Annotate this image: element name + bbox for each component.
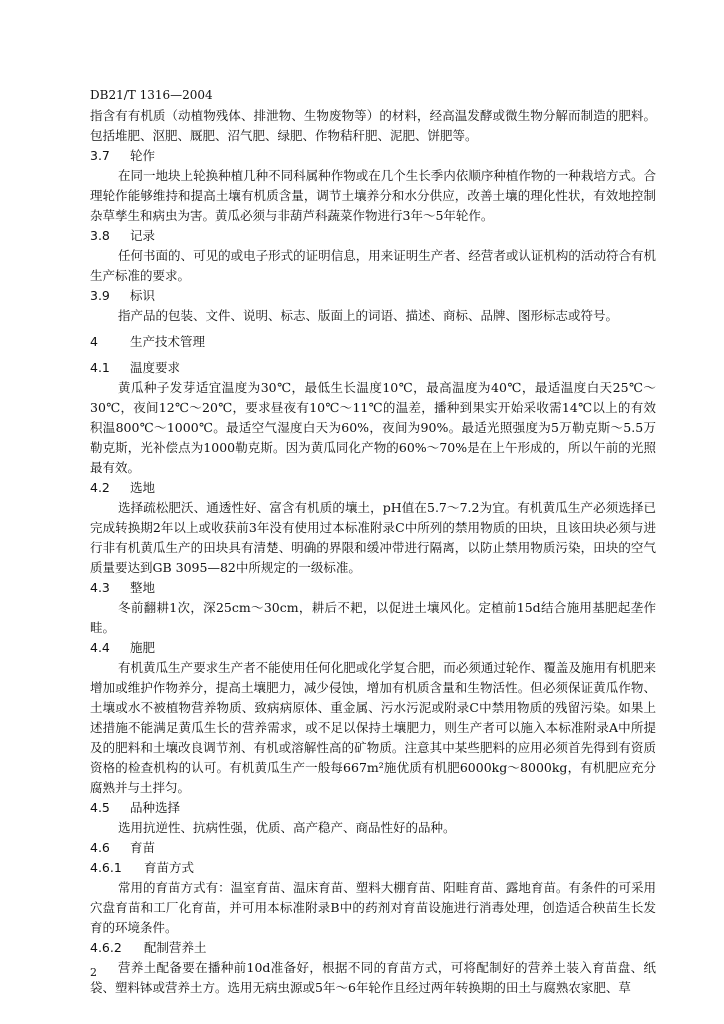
paragraph: 指产品的包装、文件、说明、标志、版面上的词语、描述、商标、品牌、图形标志或符号。 [118, 308, 619, 323]
document-body [90, 106, 656, 998]
section-number: 4.5 [90, 800, 110, 815]
section-number: 3.7 [90, 148, 110, 163]
section-title: 品种选择 [130, 800, 181, 815]
section-number: 4.2 [90, 480, 110, 495]
paragraph: 选择疏松肥沃、通透性好、富含有机质的壤土，pH值在5.7～7.2为宜。有机黄瓜生产必须选择已完成转换期2年以上或收获前3年没有使用过本标准附录C中所列的禁用物质的田块，且该田块必须与进行非有机黄瓜生产的田块具有清楚、明确的界限和缓冲带进行隔离，以防止禁用物质污染，田块的空气质量要达到GB 3095—82中所规定的一级标准。 [90, 500, 656, 575]
paragraph: 有机黄瓜生产要求生产者不能使用任何化肥或化学复合肥，而必须通过轮作、覆盖及施用有机肥来增加或维护作物养分，提高土壤肥力，减少侵蚀，增加有机质含量和生物活性。但必须保证黄瓜作物、土壤或水不被植物营养物质、致病病原体、重金属、污水污泥或附录C中禁用物质的残留污染。如果上述措施不能满足黄瓜生长的营养需求，或不足以保持土壤肥力，则生产者可以施入本标准附录A中所提及的肥料和土壤改良调节剂、有机或溶解性高的矿物质。注意其中某些肥料的应用必须首先得到有资质资格的检查机构的认可。有机黄瓜生产一般每667m²施优质有机肥6000kg～8000kg，有机肥应充分腐熟并与土拌匀。 [90, 660, 656, 795]
section-number: 3.9 [90, 288, 110, 303]
section-number: 4.4 [90, 640, 110, 655]
section-title: 育苗方式 [144, 860, 195, 875]
section-heading [90, 858, 656, 878]
section-heading [90, 226, 656, 246]
section-title: 记录 [130, 228, 156, 243]
section-number: 4.6 [90, 840, 110, 855]
paragraph: 常用的育苗方式有：温室育苗、温床育苗、塑料大棚育苗、阳畦育苗、露地育苗。有条件的可采用穴盘育苗和工厂化育苗，并可用本标准附录B中的药剂对育苗设施进行消毒处理，创造适合秧苗生长发育的环境条件。 [90, 880, 656, 935]
paragraph: 冬前翻耕1次，深25cm～30cm，耕后不耙，以促进土壤风化。定植前15d结合施用基肥起垄作畦。 [90, 600, 656, 635]
paragraph: 黄瓜种子发芽适宜温度为30℃，最低生长温度10℃，最高温度为40℃，最适温度白天25℃～30℃，夜间12℃～20℃，要求昼夜有10℃～11℃的温差，播种到果实开始采收需14℃以上的有效积温800℃～1000℃。最适空气湿度白天为60%，夜间为90%。最适光照强度为5万勒克斯～5.5万勒克斯，光补偿点为1000勒克斯。因为黄瓜同化产物的60%～70%是在上午形成的，所以午前的光照最有效。 [90, 380, 656, 475]
section-number: 4.6.1 [90, 860, 122, 875]
section-title: 温度要求 [130, 360, 181, 375]
section-number: 4.1 [90, 360, 110, 375]
section-title: 标识 [130, 288, 156, 303]
section-heading [90, 578, 656, 598]
section-number: 4.3 [90, 580, 110, 595]
paragraph: 在同一地块上轮换种植几种不同科属种作物或在几个生长季内依顺序种植作物的一种栽培方式。合理轮作能够维持和提高土壤有机质含量，调节土壤养分和水分供应，改善土壤的理化性状，有效地控制杂草孳生和病虫为害。黄瓜必须与非葫芦科蔬菜作物进行3年～5年轮作。 [90, 168, 656, 223]
section-heading [90, 358, 656, 378]
paragraph: 任何书面的、可见的或电子形式的证明信息，用来证明生产者、经营者或认证机构的活动符合有机生产标准的要求。 [90, 248, 656, 283]
section-heading [90, 938, 656, 958]
section-number: 4 [90, 334, 98, 349]
section-heading [90, 478, 656, 498]
paragraph: 选用抗逆性、抗病性强，优质、高产稳产、商品性好的品种。 [118, 820, 456, 835]
paragraph: 指含有有机质（动植物残体、排泄物、生物废物等）的材料，经高温发酵或微生物分解而制造的肥料。包括堆肥、沤肥、厩肥、沼气肥、绿肥、作物秸秆肥、泥肥、饼肥等。 [90, 108, 656, 143]
section-heading [90, 146, 656, 166]
page-number: 2 [90, 966, 97, 979]
section-number: 4.6.2 [90, 940, 122, 955]
section-title: 轮作 [130, 148, 156, 163]
section-title: 生产技术管理 [130, 334, 206, 349]
document-number: DB21/T 1316—2004 [90, 88, 213, 102]
section-title: 配制营养土 [144, 940, 207, 955]
paragraph: 营养土配备要在播种前10d准备好，根据不同的育苗方式，可将配制好的营养土装入育苗盘、纸袋、塑料钵或营养土方。选用无病虫源或5年～6年轮作且经过两年转换期的田土与腐熟农家肥、草 [90, 960, 656, 995]
section-title: 整地 [130, 580, 156, 595]
section-title: 育苗 [130, 840, 156, 855]
section-title: 施肥 [130, 640, 156, 655]
section-heading [90, 286, 656, 306]
section-heading [90, 332, 656, 352]
section-title: 选地 [130, 480, 156, 495]
section-number: 3.8 [90, 228, 110, 243]
section-heading [90, 838, 656, 858]
section-heading [90, 638, 656, 658]
section-heading [90, 798, 656, 818]
